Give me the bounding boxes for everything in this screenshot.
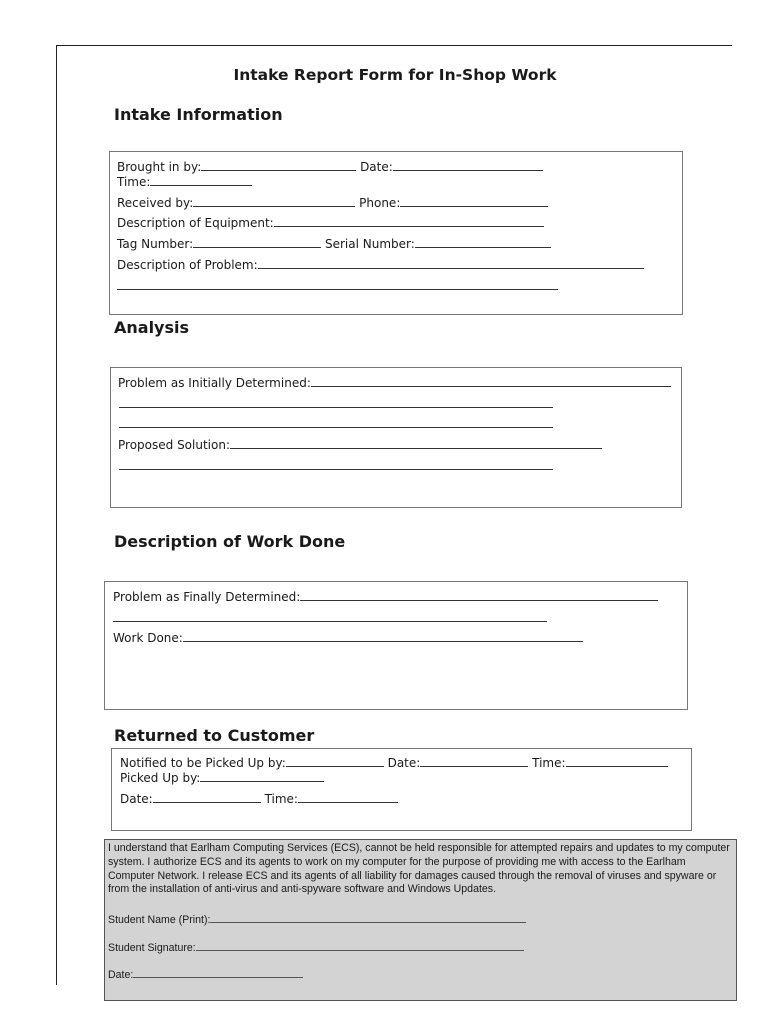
tag-number-field[interactable] — [193, 236, 321, 248]
final-problem-line-2[interactable] — [113, 621, 547, 622]
pickup-date-label: Date: — [120, 792, 153, 806]
student-name-field[interactable] — [210, 912, 526, 923]
student-name-label: Student Name (Print): — [108, 914, 211, 926]
analysis-box — [110, 367, 682, 508]
frame-left-rule — [56, 45, 57, 985]
pickup-date-field[interactable] — [153, 791, 261, 803]
initial-problem-row — [118, 375, 671, 390]
notified-field[interactable] — [286, 755, 384, 767]
intake-time-field[interactable] — [150, 174, 252, 186]
tag-number-label: Tag Number: — [117, 237, 194, 251]
notified-row — [120, 755, 668, 770]
picked-up-field[interactable] — [200, 770, 324, 782]
analysis-heading: Analysis — [114, 318, 190, 337]
solution-field[interactable] — [230, 437, 602, 449]
final-problem-label: Problem as Finally Determined: — [113, 590, 301, 604]
brought-in-field[interactable] — [201, 159, 356, 171]
returned-date-label: Date: — [387, 756, 421, 770]
received-by-field[interactable] — [193, 195, 355, 207]
time-row — [117, 174, 252, 189]
disclaimer-box — [104, 839, 737, 1001]
phone-field[interactable] — [400, 195, 548, 207]
work-done-row — [113, 630, 583, 645]
pickup-datetime-row — [120, 791, 398, 806]
final-problem-row — [113, 589, 658, 604]
work-done-box — [104, 581, 688, 710]
notified-label: Notified to be Picked Up by: — [120, 756, 286, 770]
problem-row — [117, 257, 644, 272]
intake-date-field[interactable] — [393, 159, 543, 171]
student-signature-row — [108, 940, 524, 954]
pickup-time-label: Time: — [264, 792, 298, 806]
serial-number-label: Serial Number: — [325, 237, 415, 251]
disclaimer-date-label: Date: — [108, 969, 134, 981]
solution-row — [118, 437, 602, 452]
disclaimer-date-field[interactable] — [133, 967, 303, 978]
disclaimer-text: I understand that Earlham Computing Services (ECS), cannot be held responsible for attempted repairs and updates to my computer system. I authorize ECS and its agents to work on my computer for the purpose of providing me with access to the Earlham Computer Network. I release ECS and its agents of all liability for damages caused through the removal of viruses and spyware or from the installation of anti-virus and anti-spyware software and Windows Updates. — [108, 842, 730, 896]
frame-top-rule — [56, 45, 732, 46]
solution-label: Proposed Solution: — [118, 438, 230, 452]
serial-number-field[interactable] — [415, 236, 551, 248]
disclaimer-date-row — [108, 967, 303, 981]
work-done-label: Work Done: — [113, 631, 183, 645]
picked-up-row — [120, 770, 324, 785]
problem-label: Description of Problem: — [117, 258, 258, 272]
phone-label: Phone: — [359, 196, 401, 210]
brought-in-label: Brought in by: — [117, 160, 202, 174]
problem-field[interactable] — [258, 257, 644, 269]
returned-date-field[interactable] — [420, 755, 528, 767]
final-problem-field[interactable] — [300, 589, 658, 601]
problem-extra-line[interactable] — [117, 289, 558, 290]
intake-date-label: Date: — [360, 160, 393, 174]
work-done-field[interactable] — [183, 630, 583, 642]
picked-up-label: Picked Up by: — [120, 771, 201, 785]
returned-box — [111, 748, 692, 831]
initial-problem-line-2[interactable] — [119, 407, 553, 408]
returned-heading: Returned to Customer — [114, 726, 315, 745]
initial-problem-field[interactable] — [311, 375, 671, 387]
intake-time-label: Time: — [117, 175, 151, 189]
equipment-row — [117, 215, 544, 230]
initial-problem-line-3[interactable] — [119, 427, 553, 428]
intake-heading: Intake Information — [114, 105, 283, 124]
brought-in-row — [117, 159, 543, 174]
student-signature-label: Student Signature: — [108, 942, 196, 954]
pickup-time-field[interactable] — [298, 791, 398, 803]
work-done-heading: Description of Work Done — [114, 532, 346, 551]
equipment-label: Description of Equipment: — [117, 216, 274, 230]
solution-line-2[interactable] — [119, 469, 553, 470]
initial-problem-label: Problem as Initially Determined: — [118, 376, 311, 390]
student-signature-field[interactable] — [196, 940, 524, 951]
returned-time-field[interactable] — [566, 755, 668, 767]
student-name-row — [108, 912, 526, 926]
intake-box — [109, 151, 683, 315]
form-title: Intake Report Form for In-Shop Work — [233, 66, 557, 84]
returned-time-label: Time: — [532, 756, 566, 770]
received-row — [117, 195, 548, 210]
equipment-field[interactable] — [274, 215, 544, 227]
received-by-label: Received by: — [117, 196, 194, 210]
tag-row — [117, 236, 551, 251]
